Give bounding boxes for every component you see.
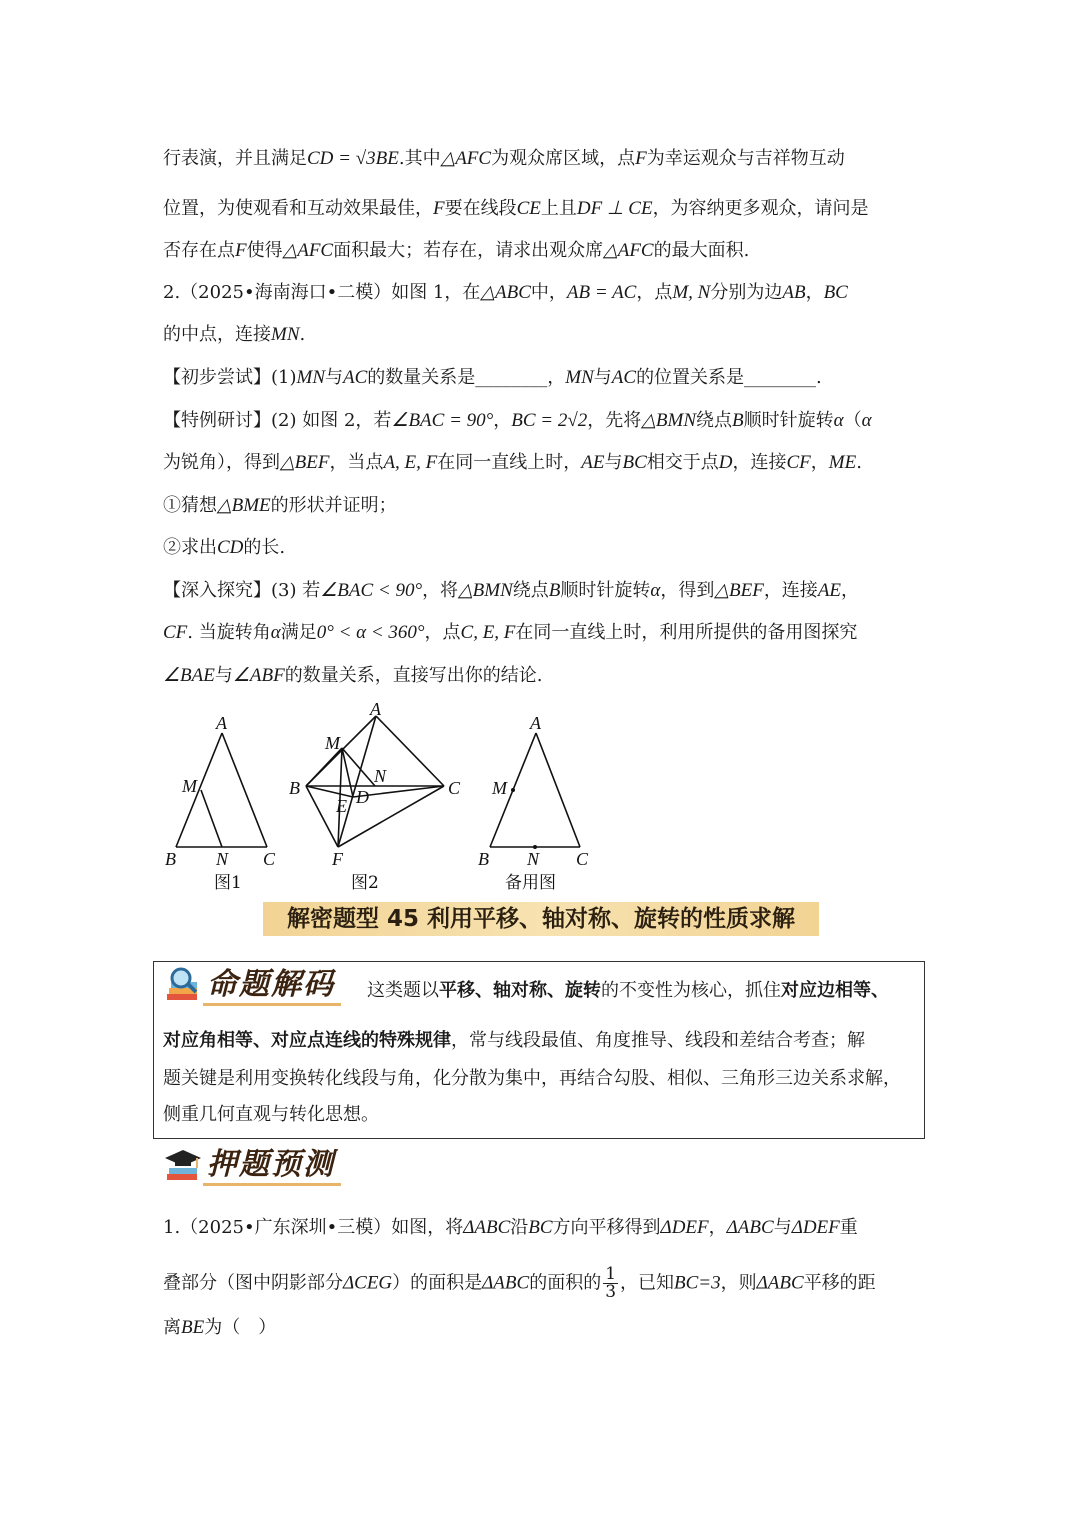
text: 否存在点 bbox=[163, 240, 235, 261]
text: 的长. bbox=[243, 537, 286, 558]
math: BC bbox=[823, 282, 848, 303]
fig1-label-m: M bbox=[182, 776, 197, 796]
text: 这类题以 bbox=[367, 980, 439, 1001]
math: α bbox=[861, 410, 872, 431]
fig1-label-b: B bbox=[165, 849, 176, 869]
badge-proposition-decode bbox=[163, 966, 341, 1006]
math: ∠BAC < 90° bbox=[320, 580, 423, 601]
q2-sub-1 bbox=[163, 494, 397, 518]
math: MN bbox=[296, 367, 325, 388]
text: 方向平移得到 bbox=[552, 1217, 661, 1238]
box-line-3 bbox=[163, 1067, 901, 1091]
text: 满足 bbox=[280, 622, 317, 643]
math: △AFC bbox=[440, 148, 492, 169]
text: 【特例研讨】(2) 如图 2，若 bbox=[163, 410, 392, 431]
fig2-label-e: E bbox=[336, 796, 347, 816]
text: 的中点，连接 bbox=[163, 324, 271, 345]
q2-part-1 bbox=[163, 366, 822, 390]
fig3-label-b: B bbox=[478, 849, 489, 869]
math: α bbox=[650, 580, 661, 601]
text: 离 bbox=[163, 1317, 181, 1338]
badge-prediction bbox=[163, 1146, 341, 1186]
text: 沿 bbox=[510, 1217, 529, 1238]
math: ME bbox=[828, 452, 857, 473]
math: α bbox=[270, 622, 281, 643]
text: ，为容纳更多观众，请问是 bbox=[652, 198, 869, 219]
fig1-label-c: C bbox=[263, 849, 276, 869]
text: 的面积的 bbox=[529, 1272, 602, 1294]
geometry-figures bbox=[160, 699, 600, 900]
math: △BEF bbox=[714, 580, 764, 601]
math: AB bbox=[782, 282, 806, 303]
math: ΔDEF bbox=[660, 1217, 709, 1238]
text: 要在线段 bbox=[444, 198, 517, 219]
text: 题关键是利用变换转化线段与角，化分散为集中，再结合勾股、相似、三角形三边关系求解， bbox=[163, 1068, 901, 1089]
math: BC bbox=[622, 452, 647, 473]
intro-line-1 bbox=[163, 147, 845, 171]
box-line-1 bbox=[367, 979, 889, 1003]
text: 的最大面积. bbox=[653, 240, 750, 261]
text: 与 bbox=[325, 367, 343, 388]
math: ∠ABF bbox=[232, 665, 285, 686]
math: AC bbox=[343, 367, 368, 388]
text: 与 bbox=[593, 367, 612, 388]
math: △ABC bbox=[480, 282, 531, 303]
text: ，连接 bbox=[763, 580, 818, 601]
text: ，连接 bbox=[732, 452, 787, 473]
fig2-label-f: F bbox=[332, 849, 343, 869]
text: 行表演，并且满足 bbox=[163, 148, 307, 169]
math: AE bbox=[817, 580, 842, 601]
fig2-label-n: N bbox=[374, 766, 387, 786]
math: ΔCEG bbox=[343, 1272, 393, 1294]
math: AB = AC bbox=[566, 282, 637, 303]
text: ）的面积是 bbox=[392, 1272, 483, 1294]
text: 为观众席区域，点 bbox=[491, 148, 636, 169]
math: CD = √3BE bbox=[307, 148, 399, 169]
text: 的位置关系是________. bbox=[636, 367, 822, 388]
text: ， bbox=[841, 580, 860, 601]
math: ΔABC bbox=[482, 1272, 530, 1294]
text: 【深入探究】(3) 若 bbox=[163, 580, 321, 601]
section-heading: 解密题型 45 利用平移、轴对称、旋转的性质求解 bbox=[263, 902, 819, 936]
graduation-cap-books-icon bbox=[163, 1146, 203, 1186]
text: 为（ ） bbox=[204, 1317, 277, 1338]
text: 使得 bbox=[246, 240, 283, 261]
text: 顺时针旋转 bbox=[743, 410, 834, 431]
text: 2.（2025•海南海口•二模）如图 1，在 bbox=[163, 282, 481, 303]
text: 侧重几何直观与转化思想。 bbox=[163, 1104, 379, 1125]
fig2-label-a: A bbox=[370, 699, 381, 719]
denominator: 3 bbox=[605, 1282, 617, 1302]
badge-label: 押题预测 bbox=[203, 1147, 341, 1186]
text: 顺时针旋转 bbox=[560, 580, 651, 601]
math: CE bbox=[516, 198, 541, 219]
text: 的不变性为核心，抓住 bbox=[601, 980, 781, 1001]
fig3-label-c: C bbox=[576, 849, 589, 869]
text: 相交于点 bbox=[646, 452, 719, 473]
math: △BMN bbox=[458, 580, 513, 601]
numerator: 1 bbox=[605, 1264, 617, 1284]
q2-part-3 bbox=[163, 579, 859, 603]
math: MN bbox=[271, 324, 300, 345]
box-line-4 bbox=[163, 1103, 379, 1127]
text: 为幸运观众与吉祥物互动 bbox=[646, 148, 845, 169]
text: 为锐角），得到 bbox=[163, 452, 280, 473]
math: ∠BAE bbox=[163, 665, 215, 686]
math: B bbox=[548, 580, 561, 601]
math: F bbox=[635, 148, 647, 169]
text: ，点 bbox=[424, 622, 461, 643]
badge-label: 命题解码 bbox=[203, 967, 341, 1006]
text: . bbox=[299, 324, 306, 345]
math: F bbox=[235, 240, 247, 261]
q2-part-2-cont bbox=[163, 451, 862, 475]
fig1-label-a: A bbox=[216, 713, 227, 733]
text: 中， bbox=[530, 282, 567, 303]
math: △AFC bbox=[603, 240, 654, 261]
text: ，得到 bbox=[660, 580, 715, 601]
fig2-label-m: M bbox=[325, 733, 340, 753]
text: 上且 bbox=[540, 198, 577, 219]
math: BE bbox=[181, 1317, 205, 1338]
math: F bbox=[433, 198, 445, 219]
math: AE bbox=[581, 452, 605, 473]
math: ΔDEF bbox=[791, 1217, 840, 1238]
math: DF ⊥ CE bbox=[576, 198, 653, 219]
text: 绕点 bbox=[696, 410, 732, 431]
math: α bbox=[833, 410, 844, 431]
text: ，已知 bbox=[620, 1272, 675, 1294]
text: ， bbox=[805, 282, 824, 303]
text: . bbox=[856, 452, 862, 473]
fig1-caption: 图1 bbox=[214, 873, 242, 893]
bold-text: 对应边相等、 bbox=[781, 980, 889, 1001]
math: BC=3 bbox=[674, 1272, 721, 1294]
q1-line-2 bbox=[163, 1266, 876, 1301]
text: 分别为边 bbox=[710, 282, 783, 303]
math: AC bbox=[611, 367, 637, 388]
text: ，常与线段最值、角度推导、线段和差结合考查；解 bbox=[451, 1030, 865, 1051]
math: D bbox=[718, 452, 733, 473]
midpoint-m-dot bbox=[511, 788, 515, 792]
text: ②求出 bbox=[163, 537, 217, 558]
math: C, E, F bbox=[460, 622, 516, 643]
math: ΔABC bbox=[726, 1217, 774, 1238]
math: ΔABC bbox=[463, 1217, 511, 1238]
text: 与 bbox=[214, 665, 233, 686]
text: ， bbox=[708, 1217, 727, 1238]
text: 与 bbox=[773, 1217, 792, 1238]
math: M, N bbox=[672, 282, 711, 303]
text: 在同一直线上时， bbox=[437, 452, 582, 473]
q2-part-2 bbox=[163, 409, 872, 433]
text: 的数量关系，直接写出你的结论. bbox=[284, 665, 543, 686]
intro-line-3 bbox=[163, 239, 749, 263]
text: 重 bbox=[839, 1217, 858, 1238]
math: CF bbox=[163, 622, 188, 643]
math: BC = 2√2 bbox=[511, 410, 588, 431]
q2-part-3-cont2 bbox=[163, 664, 542, 688]
math: CF bbox=[786, 452, 811, 473]
math: MN bbox=[565, 367, 594, 388]
text: （ bbox=[843, 410, 862, 431]
text: 与 bbox=[604, 452, 623, 473]
text: 1.（2025•广东深圳•三模）如图，将 bbox=[163, 1217, 464, 1238]
bold-text: 对应角相等、对应点连线的特殊规律 bbox=[163, 1030, 451, 1051]
text: 在同一直线上时，利用所提供的备用图探究 bbox=[515, 622, 858, 643]
text: 的数量关系是________， bbox=[367, 367, 566, 388]
math: △BMN bbox=[641, 410, 696, 431]
q2-sub-2 bbox=[163, 536, 285, 560]
intro-line-2 bbox=[163, 197, 869, 221]
magnifier-books-icon bbox=[163, 966, 203, 1006]
text: ， bbox=[493, 410, 512, 431]
math: B bbox=[732, 410, 744, 431]
q1-line-3 bbox=[163, 1316, 276, 1340]
math: △AFC bbox=[282, 240, 334, 261]
fig2-label-d: D bbox=[356, 787, 369, 807]
fig3-caption: 备用图 bbox=[505, 873, 556, 893]
text: . 当旋转角 bbox=[187, 622, 271, 643]
text: .其中 bbox=[398, 148, 441, 169]
text: 的形状并证明； bbox=[270, 495, 397, 516]
text: ，先将 bbox=[587, 410, 642, 431]
fig2-label-b: B bbox=[289, 778, 300, 798]
text: 叠部分（图中阴影部分 bbox=[163, 1272, 343, 1294]
fig2-caption: 图2 bbox=[351, 873, 379, 893]
text: 【初步尝试】(1) bbox=[163, 367, 297, 388]
math: ∠BAC = 90° bbox=[391, 410, 494, 431]
text: ，则 bbox=[720, 1272, 757, 1294]
math: △BME bbox=[217, 495, 271, 516]
text: 平移的距 bbox=[803, 1272, 876, 1294]
fig2-label-c: C bbox=[448, 778, 461, 798]
math: CD bbox=[217, 537, 244, 558]
fig3-label-m: M bbox=[492, 778, 507, 798]
q2-line-1 bbox=[163, 281, 848, 305]
math: 0° < α < 360° bbox=[316, 622, 425, 643]
text: 面积最大；若存在，请求出观众席 bbox=[333, 240, 604, 261]
text: ，当点 bbox=[329, 452, 384, 473]
fig3-label-n: N bbox=[527, 849, 540, 869]
text: ， bbox=[810, 452, 829, 473]
math: ΔABC bbox=[756, 1272, 804, 1294]
math: BC bbox=[528, 1217, 553, 1238]
fraction-one-third bbox=[603, 1266, 618, 1301]
math: A, E, F bbox=[383, 452, 438, 473]
box-line-2 bbox=[163, 1029, 865, 1053]
text: 绕点 bbox=[512, 580, 549, 601]
text: ，将 bbox=[422, 580, 459, 601]
q2-line-2 bbox=[163, 323, 305, 347]
bold-text: 平移、轴对称、旋转 bbox=[439, 980, 601, 1001]
fig3-label-a: A bbox=[530, 713, 541, 733]
q2-part-3-cont bbox=[163, 621, 857, 645]
text: ①猜想 bbox=[163, 495, 217, 516]
q1-line-1 bbox=[163, 1216, 858, 1240]
math: △BEF bbox=[280, 452, 330, 473]
fig1-label-n: N bbox=[216, 849, 229, 869]
text: ，点 bbox=[636, 282, 673, 303]
text: 位置，为使观看和互动效果最佳， bbox=[163, 198, 433, 219]
